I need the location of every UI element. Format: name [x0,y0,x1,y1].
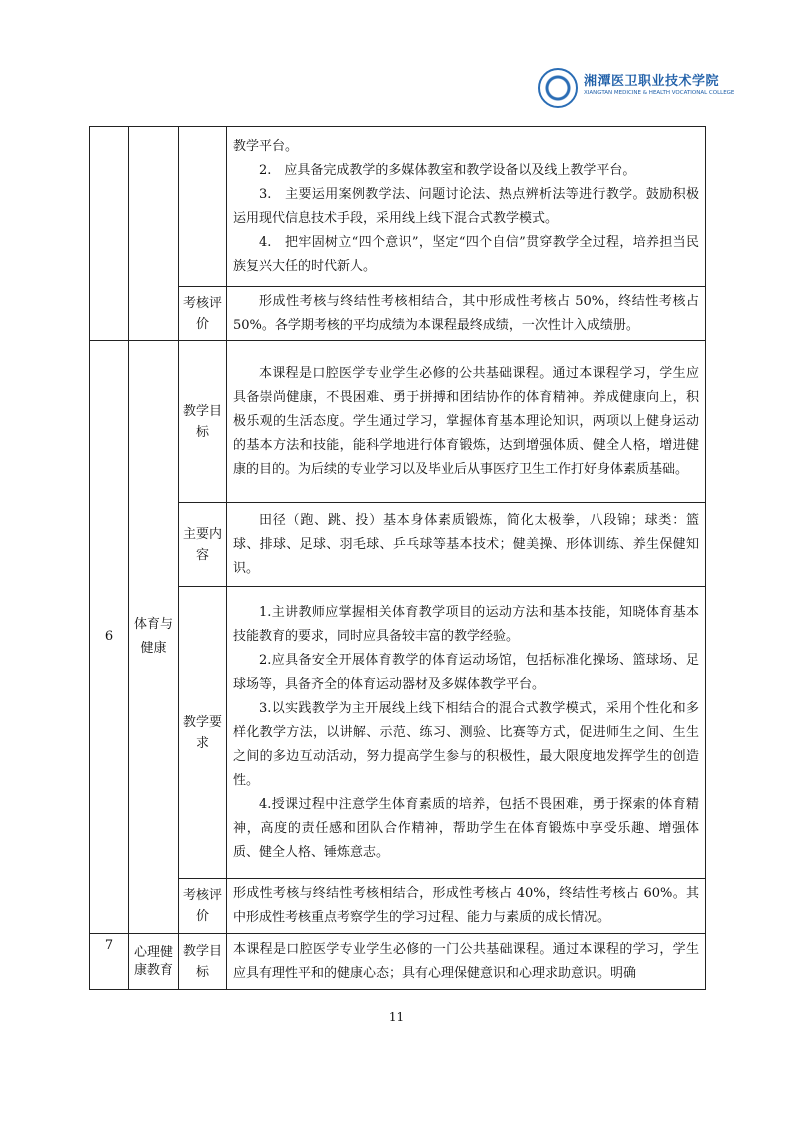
content-text: 田径（跑、跳、投）基本身体素质锻炼，简化太极拳，八段锦；球类：篮球、排球、足球、羽毛球、乒乓球等基本技术；健美操、形体训练、养生保健知识。 [233,512,699,576]
requirements-prev [227,127,706,287]
content-6 [227,503,706,587]
cell-label-empty [179,127,227,287]
table-row [90,127,706,287]
requirement-item: 1.主讲教师应掌握相关体育教学项目的运动方法和基本技能，知晓体育基本技能教育的要求，同时应具备较丰富的教学经验。 [233,604,699,644]
table-row [90,879,706,934]
school-emblem-icon [538,68,578,108]
course-name-7: 心理健康教育 [129,934,179,990]
school-logo [538,68,735,116]
requirement-item: 3.以实践教学为主开展线上线下相结合的混合式教学模式，采用个性化和多样化教学方法，以讲解、示范、练习、测验、比赛等方式，促进师生之间、生生之间的多边互动活动，努力提高学生参与的积极性，最大限度地发挥学生的创造性。 [233,700,699,788]
page-number: 11 [388,1010,405,1024]
table-row [90,287,706,341]
course-number-6: 6 [90,341,129,934]
assessment-6 [227,879,706,934]
requirements-label-6: 教学要求 [179,587,227,879]
school-name-cn: 湘潭医卫职业技术学院 [584,74,720,89]
goals-text: 本课程是口腔医学专业学生必修的一门公共基础课程。通过本课程的学习，学生应具有理性平和的健康心态；具有心理保健意识和心理求助意识。明确 [233,941,699,981]
assessment-label-6: 考核评价 [179,879,227,934]
goals-label-6: 教学目标 [179,341,227,503]
table-row [90,587,706,879]
requirements-6 [227,587,706,879]
goals-7 [227,934,706,990]
assessment-text: 形成性考核与终结性考核相结合，其中形成性考核占 50%，终结性考核占 50%。各学期考核的平均成绩为本课程最终成绩，一次性计入成绩册。 [233,293,699,333]
assessment-prev [227,287,706,341]
requirement-item: 4. 把牢固树立“四个意识”，坚定“四个自信”贯穿教学全过程，培养担当民族复兴大任的时代新人。 [233,234,699,274]
course-name-6: 体育与健康 [129,341,179,934]
cell-number-empty [90,127,129,341]
requirement-item: 2. 应具备完成教学的多媒体教室和教学设备以及线上教学平台。 [259,162,636,178]
cell-course-empty [129,127,179,341]
requirement-item: 2.应具备安全开展体育教学的体育运动场馆，包括标准化操场、篮球场、足球场等，具备齐全的体育运动器材及多媒体教学平台。 [233,652,699,692]
table-row [90,503,706,587]
curriculum-table [89,126,706,990]
goals-label-7: 教学目标 [179,934,227,990]
goals-6 [227,341,706,503]
content-label-6: 主要内容 [179,503,227,587]
requirement-item: 教学平台。 [233,138,299,154]
assessment-text: 形成性考核与终结性考核相结合，形成性考核占 40%，终结性考核占 60%。其中形成性考核重点考察学生的学习过程、能力与素质的成长情况。 [233,886,699,925]
requirement-item: 4.授课过程中注意学生体育素质的培养，包括不畏困难，勇于探索的体育精神，高度的责任感和团队合作精神，帮助学生在体育锻炼中享受乐趣、增强体质、健全人格、锤炼意志。 [233,796,699,860]
school-name-en: XIANGTAN MEDICINE & HEALTH VOCATIONAL COLLEGE [584,90,735,96]
table-row [90,934,706,990]
assessment-label-prev: 考核评价 [179,287,227,341]
course-number-7: 7 [90,934,129,990]
requirement-item: 3. 主要运用案例教学法、问题讨论法、热点辨析法等进行教学。鼓励积极运用现代信息技术手段，采用线上线下混合式教学模式。 [233,186,699,226]
table-row [90,341,706,503]
goals-text: 本课程是口腔医学专业学生必修的公共基础课程。通过本课程学习，学生应具备崇尚健康，不畏困难、勇于拼搏和团结协作的体育精神。养成健康向上，积极乐观的生活态度。学生通过学习，掌握体育基本理论知识，两项以上健身运动的基本方法和技能，能科学地进行体育锻炼，达到增强体质、健全人格，增进健康的目的。为后续的专业学习以及毕业后从事医疗卫生工作打好身体素质基础。 [233,365,699,477]
